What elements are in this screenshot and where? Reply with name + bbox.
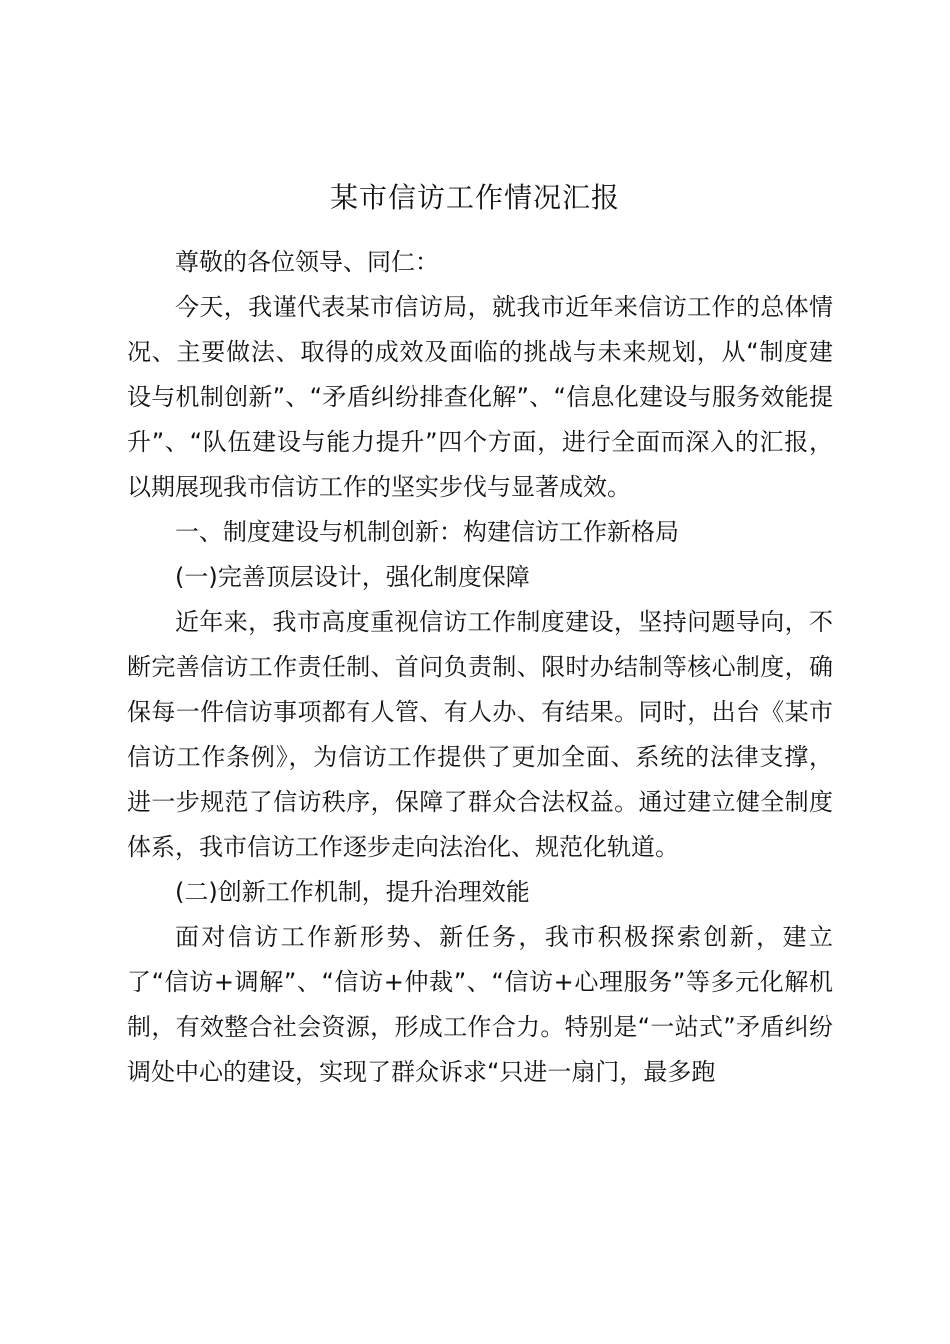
- subsection-1-heading: (一)完善顶层设计，强化制度保障: [175, 563, 530, 591]
- subsection-2-paragraph: 面对信访工作新形势、新任务，我市积极探索创新，建立了“信访+调解”、“信访+仲裁”、“信访+心理服务”等多元化解机制，有效整合社会资源，形成工作合力。特别是“一站式”矛盾纠纷调处中心的建设，实现了群众诉求“只进一扇门，最多跑: [127, 923, 833, 1086]
- salutation: 尊敬的各位领导、同仁：: [175, 248, 439, 276]
- section-1-heading: 一、制度建设与机制创新：构建信访工作新格局: [175, 518, 679, 546]
- subsection-2-heading: (二)创新工作机制，提升治理效能: [175, 878, 530, 906]
- document-body: [127, 240, 833, 1095]
- document-title: 某市信访工作情况汇报: [329, 181, 620, 214]
- subsection-1-paragraph: 近年来，我市高度重视信访工作制度建设，坚持问题导向，不断完善信访工作责任制、首问负责制、限时办结制等核心制度，确保每一件信访事项都有人管、有人办、有结果。同时，出台《某市信访工作条例》，为信访工作提供了更加全面、系统的法律支撑，进一步规范了信访秩序，保障了群众合法权益。通过建立健全制度体系，我市信访工作逐步走向法治化、规范化轨道。: [127, 608, 833, 861]
- intro-paragraph: 今天，我谨代表某市信访局，就我市近年来信访工作的总体情况、主要做法、取得的成效及面临的挑战与未来规划，从“制度建设与机制创新”、“矛盾纠纷排查化解”、“信息化建设与服务效能提升”、“队伍建设与能力提升”四个方面，进行全面而深入的汇报，以期展现我市信访工作的坚实步伐与显著成效。: [127, 293, 833, 501]
